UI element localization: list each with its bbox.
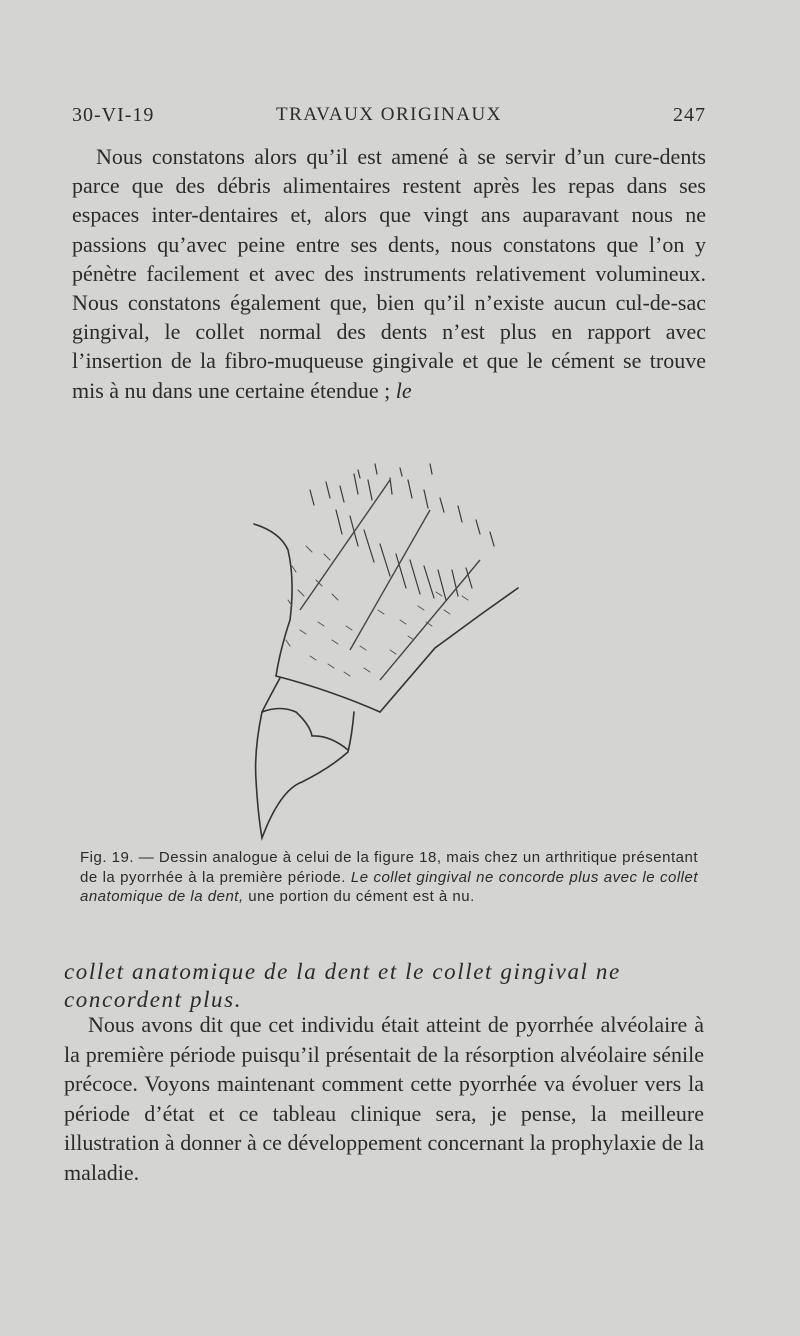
paragraph-1-continuation: collet anatomique de la dent et le collet gingival ne concordent plus. xyxy=(64,959,621,1012)
caption-tail: une portion du cément est à nu. xyxy=(248,888,475,905)
header-title: TRAVAUX ORIGINAUX xyxy=(276,104,502,125)
paragraph-2: Nous avons dit que cet individu était atteint de pyorrhée alvéolaire à la première période puisqu’il présentait de la résorption alvéolaire sénile précoce. Voyons maintenant comment cette pyorrhée va évoluer vers la période d’état et ce tableau clinique sera, je pense, la meilleure illustration à donner à ce développement concernant la prophylaxie de la maladie. xyxy=(64,1012,704,1185)
running-header xyxy=(72,104,706,134)
paragraph-1 xyxy=(72,142,706,405)
tooth-drawing-figure xyxy=(240,450,530,845)
page-number: 247 xyxy=(673,104,706,126)
header-date: 30-VI-19 xyxy=(72,104,155,126)
paragraph-1-italic-end: le xyxy=(395,377,412,403)
caption-italic: Le collet gingival ne concorde plus avec le collet anatomique de la dent, xyxy=(80,868,698,905)
caption-lead: Fig. 19. — Dessin analogue à celui de la figure 18, mais chez un arthritique présentant de la pyorrhée à la première période. xyxy=(80,849,698,886)
paragraph-1-text: Nous constatons alors qu’il est amené à se servir d’un cure-dents parce que des débris alimentaires restent après les repas dans ses espaces inter-dentaires et, alors que vingt ans auparavant nous ne passions qu’avec peine entre ses dents, nous constatons que l’on y pénètre facilement et avec des instruments relativement volumineux. Nous constatons également que, bien qu’il n’existe aucun cul-de-sac gingival, le collet normal des dents n’est plus en rapport avec l’insertion de la fibro-muqueuse gingivale et que le cément se trouve mis à nu dans une certaine étendue ; xyxy=(72,144,706,403)
figure-caption xyxy=(80,848,698,907)
